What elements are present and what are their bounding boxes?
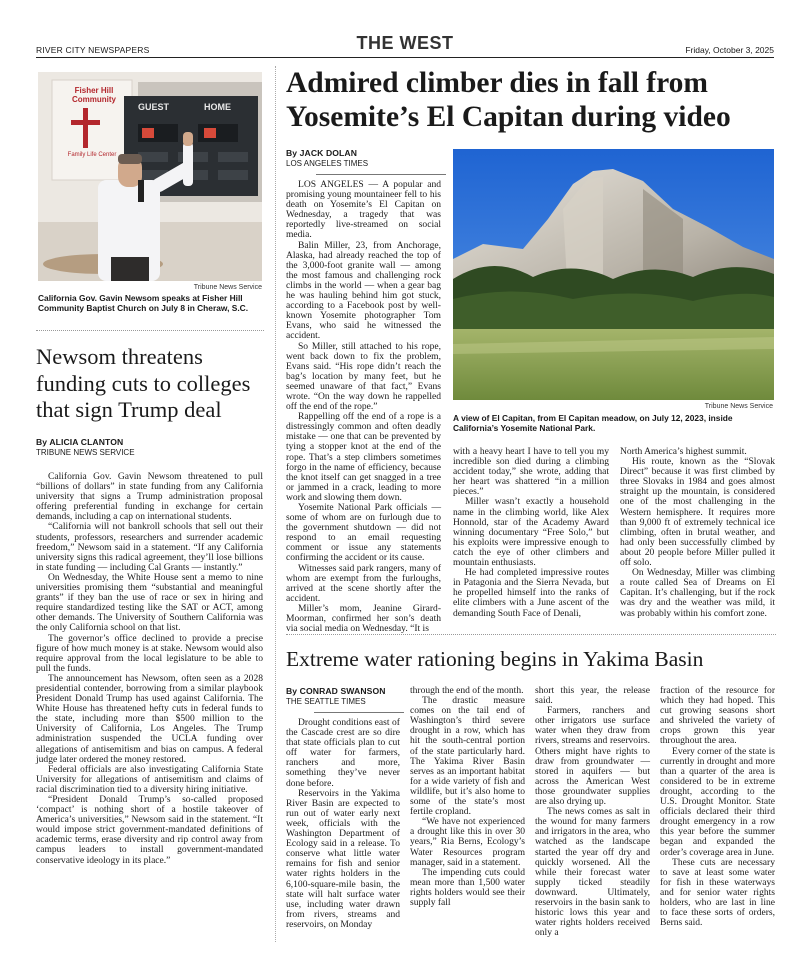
article-paragraph: Rappelling off the end of a rope is a distressingly common and often deadly mistake — one that can be prevented by tying a stopper knot at the end of the rope. That’s a step climbers sometimes forgo in the name of efficiency, because the knot itself can get snagged in a tree or jammed in a crack, leading to more work and slowing them down.	[286, 411, 441, 503]
newsom-byline-org: TRIBUNE NEWS SERVICE	[36, 448, 135, 457]
climber-byline-name: By JACK DOLAN	[286, 148, 358, 158]
byline-rule	[316, 174, 446, 175]
newsom-photo	[38, 72, 262, 281]
el-capitan-photo-art	[453, 149, 774, 400]
article-paragraph: The impending cuts could mean more than 1,500 water rights holders would see their supply fall	[410, 866, 525, 908]
water-article-col3	[535, 686, 650, 942]
byline-rule	[314, 712, 404, 713]
article-paragraph: Every corner of the state is currently in drought and more than a quarter of the area is considered to be in extreme drought, according to the U.S. Drought Monitor. State officials declared their third drought emergency in a row this year before the summer began and expanded the order’s coverage area in June.	[660, 745, 775, 858]
water-article-col1	[286, 718, 400, 942]
climber-article-col2	[453, 447, 609, 622]
newsom-photo-credit: Tribune News Service	[193, 284, 262, 291]
article-paragraph: Reservoirs in the Yakima River Basin are expected to run out of water early next week, officials with the Washington Department of Ecology said in a release. To conserve what little water remains for fish and senior water rights holders in the 6,100-square-mile basin, the state will halt surface water use, including water drawn from rivers, streams and reservoirs, on Monday	[286, 787, 400, 930]
article-paragraph: On Wednesday, the White House sent a memo to nine universities promising them “substantial and meaningful grants” if they ban the use of race or sex in hiring and require standardized testing like the SAT or ACT, among other demands. The University of Southern California was the only California school on that list.	[36, 571, 263, 634]
article-paragraph: Witnesses said park rangers, many of whom are exempt from the furloughs, arrived at the scene shortly after the accident.	[286, 562, 441, 604]
article-paragraph: with a heavy heart I have to tell you my incredible son died during a climbing accident today,” she wrote, adding that her heart was shattered “in a million pieces.”	[453, 446, 609, 498]
article-paragraph: On Wednesday, Miller was climbing a route called Sea of Dreams on El Capitan. It’s challenging, but if the rock was dry and the weather was mild, it was probably within his comfort zone.	[620, 567, 775, 619]
article-paragraph: Balin Miller, 23, from Anchorage, Alaska, had already reached the top of the 3,000-foot granite wall — among the most famous and challenging rock climbs in the world — when a gear bag he was hauling behind him got stuck, according to a Facebook post by well-known Yosemite photographer Tom Evans, who said he witnessed the accident.	[286, 239, 441, 342]
church-sign-text: Fisher Hill Community	[72, 86, 116, 104]
water-article-col2	[410, 686, 525, 942]
article-paragraph: The drastic measure comes on the tail end of Washington’s third severe drought in a row, which has hit the south-central portion of the state particularly hard. The Yakima River Basin serves as an important habitat for a wide variety of fish and wildlife, but it’s also home to some of the state’s most fertile cropland.	[410, 695, 525, 818]
newsom-article-body	[36, 472, 263, 942]
water-article-col4	[660, 686, 775, 942]
masthead-rule	[36, 57, 774, 58]
article-paragraph: His route, known as the “Slovak Direct” because it was first climbed by three Slovaks in 1984 and goes almost straight up the mountain, is considered one of the most challenging in the Western hemisphere. It requires more than 9,000 ft of extremely technical ice climbing, often in brutal weather, and had only been successfully climbed by about 20 people before Miller pulled it off solo.	[620, 456, 775, 569]
article-paragraph: Miller’s mom, Jeanine Girard-Moorman, confirmed her son’s death via social media on Wednesday. “It is	[286, 602, 441, 635]
article-paragraph: California Gov. Gavin Newsom threatened to pull “billions of dollars” in state funding from any California university that signs a Trump administration proposal offering preferential funding in exchange for certain demands, including a cap on international students.	[36, 471, 263, 523]
newsom-divider	[36, 330, 264, 331]
water-byline-name: By CONRAD SWANSON	[286, 686, 386, 696]
climber-article-col1	[286, 179, 441, 635]
el-capitan-photo-caption: A view of El Capitan, from El Capitan meadow, on July 12, 2023, inside California’s Yosemite National Park.	[453, 413, 733, 433]
article-paragraph: LOS ANGELES — A popular and promising young mountaineer fell to his death on Yosemite’s El Capitan on Wednesday, a tragedy that was reportedly live-streamed on social media.	[286, 179, 441, 241]
column-separator	[275, 66, 276, 942]
newsom-photo-caption: California Gov. Gavin Newsom speaks at Fisher Hill Community Baptist Church on July 8 in Cheraw, S.C.	[38, 293, 249, 313]
publisher-name: RIVER CITY NEWSPAPERS	[36, 45, 150, 55]
article-paragraph: Federal officials are also investigating California State University for allegations of antisemitism and claims of racial discrimination tied to a diversity hiring initiative.	[36, 763, 263, 795]
article-paragraph: The governor’s office declined to provide a precise figure of how much money is at stake. Newsom would also require approval from the local legislature to be able to pull the funds.	[36, 632, 263, 674]
article-paragraph: These cuts are necessary to save at least some water for fish in these waterways and for senior water rights holders, who are last in line to face these sorts of orders, Berns said.	[660, 856, 775, 929]
climber-headline: Admired climber dies in fall from Yosemite’s El Capitan during video	[286, 67, 731, 133]
issue-date: Friday, October 3, 2025	[685, 45, 774, 55]
water-byline	[286, 686, 404, 706]
article-paragraph: “We have not experienced a drought like this in over 30 years,” Ria Berns, Ecology’s Water Resources program manager, said in a statement.	[410, 816, 525, 868]
article-paragraph: Drought conditions east of the Cascade crest are so dire that state officials plan to cut off water for farmers, ranchers and more, something they’ve never done before.	[286, 717, 400, 789]
water-headline: Extreme water rationing begins in Yakima Basin	[286, 647, 704, 671]
section-title: THE WEST	[356, 33, 454, 53]
article-paragraph: North America’s highest summit.	[620, 446, 747, 457]
scoreboard-home-label: HOME	[204, 102, 231, 112]
article-paragraph: Farmers, ranchers and other irrigators use surface water when they draw from rivers, streams and reservoirs. Others might have rights to draw from groundwater — stored in aquifers — but across the American West those groundwater supplies are also drying up.	[535, 705, 650, 808]
newsom-headline: Newsom threatens funding cuts to colleges that sign Trump deal	[36, 344, 251, 422]
article-paragraph: short this year, the release said.	[535, 685, 650, 707]
climber-byline	[286, 148, 446, 168]
newsom-byline	[36, 437, 264, 457]
church-sign-subtext: Family Life Center	[67, 152, 117, 158]
newsom-byline-name: By ALICIA CLANTON	[36, 437, 124, 447]
article-paragraph: The announcement has Newsom, often seen as a 2028 presidential contender, borrowing from a similar playbook President Donald Trump has used against California. The White House has threatened hefty cuts in federal funds to the state, including more than $500 million to the University of California, Los Angeles. The Trump administration suspended the UCLA funding over allegations of antisemitism and bias on campus. A federal judge later ordered the money restored.	[36, 672, 263, 765]
article-paragraph: So Miller, still attached to his rope, went back down to fix the problem, Evans said. “His rope didn’t reach the bag’s location by many feet, but he seemed unaware of that fact,” Evans wrote. “On the way down he rappelled off the end of the rope.”	[286, 340, 441, 413]
climber-article-col3	[620, 447, 775, 622]
el-capitan-photo-credit: Tribune News Service	[704, 403, 773, 410]
article-paragraph: Miller wasn’t exactly a household name in the climbing world, like Alex Honnold, star of the Academy Award winning documentary “Free Solo,” but his exploits were impressive enough to catch the eye of other climbers and mountain enthusiasts.	[453, 496, 609, 569]
climber-byline-org: LOS ANGELES TIMES	[286, 159, 369, 168]
article-paragraph: Yosemite National Park officials — some of whom are on furlough due to the government shutdown — did not respond to an email requesting comment or issue any statements confirming the accident or its cause.	[286, 502, 441, 564]
scoreboard-guest-label: GUEST	[138, 102, 170, 112]
article-paragraph: through the end of the month.	[410, 685, 524, 696]
article-paragraph: fraction of the resource for which they had hoped. This cut growing seasons short and shriveled the variety of crops grown this year throughout the area.	[660, 685, 775, 747]
water-byline-org: THE SEATTLE TIMES	[286, 697, 366, 706]
article-paragraph: “California will not bankroll schools that sell out their students, professors, researchers and surrender academic freedom,” Newsom said in a statement. “If any California university signs this radical agreement, they’ll lose billions in state funding — including Cal Grants — instantly.”	[36, 521, 263, 573]
article-paragraph: “President Donald Trump’s so-called proposed ‘compact’ is nothing short of a hostile takeover of America’s universities,” Newsom said in the statement. “It would impose strict government-mandated definitions of academic terms, erase diversity and rip control away from campus leaders to install government-mandated conservative ideology in its place.”	[36, 794, 263, 866]
article-paragraph: He had completed impressive routes in Patagonia and the Sierra Nevada, but he propelled himself into the ranks of elite climbers with a June ascent of the demanding South Face of Denali,	[453, 567, 609, 619]
section-divider	[286, 634, 776, 635]
article-paragraph: The news comes as salt in the wound for many farmers and irrigators in the area, who watched as the landscape started the year off dry and quickly worsened. All the while their forecast water supply ticked steadily downward. Ultimately, reservoirs in the basin sank to historic lows this year and water rights holders received only a	[535, 806, 650, 939]
el-capitan-photo	[453, 149, 774, 400]
